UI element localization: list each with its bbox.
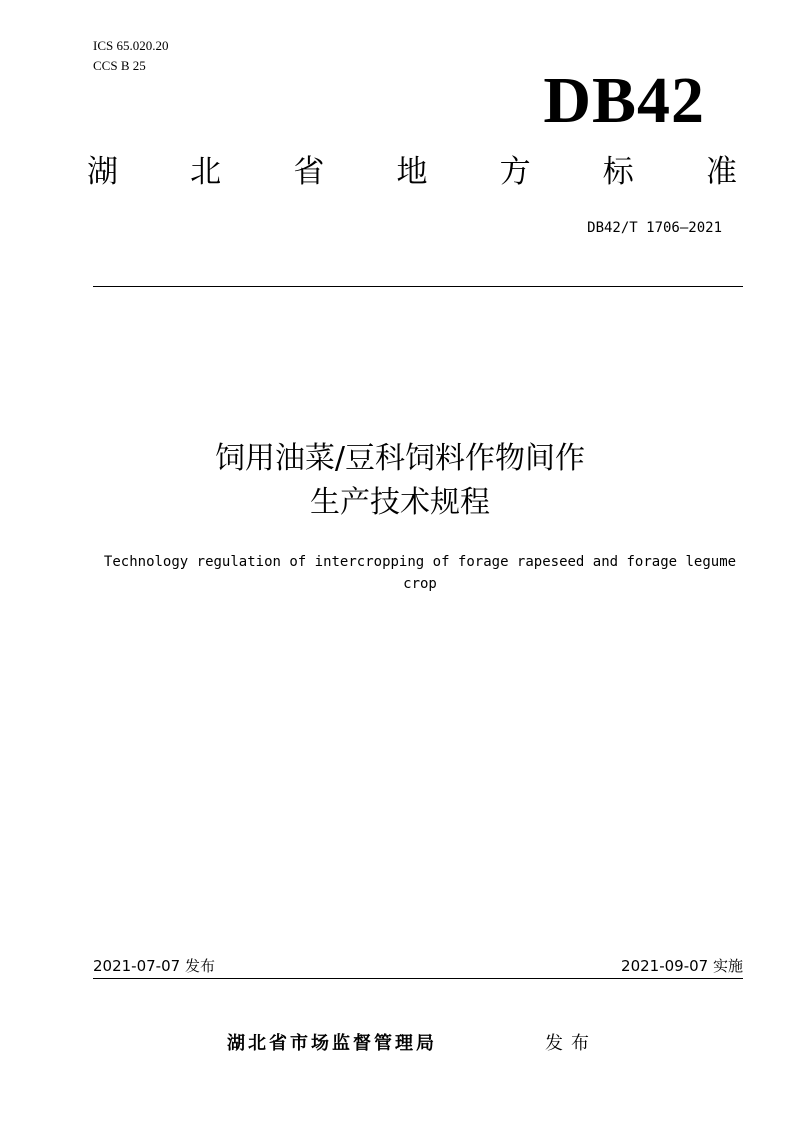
standard-type-char: 北	[190, 154, 222, 190]
publish-label: 发布	[545, 1033, 597, 1054]
standard-type-char: 湖	[87, 154, 118, 190]
header-divider	[93, 286, 743, 287]
standard-number: DB42/T 1706—2021	[587, 220, 722, 236]
issue-date: 2021-07-07 发布	[93, 957, 215, 975]
document-title-en: Technology regulation of intercropping of forage rapeseed and forage legume crop	[103, 554, 737, 592]
document-title-zh-line1: 饲用油菜/豆科饲料作物间作	[214, 441, 586, 476]
standard-type-char: 方	[499, 154, 531, 190]
standard-type-char: 标	[602, 154, 634, 190]
implementation-date: 2021-09-07 实施	[621, 957, 743, 975]
standard-type-char: 省	[293, 154, 325, 190]
standard-type-char: 准	[705, 154, 737, 190]
standard-logo: DB42	[543, 64, 705, 137]
ccs-code: CCS B 25	[93, 58, 146, 73]
publisher-name: 湖北省市场监督管理局	[227, 1033, 437, 1054]
ics-code: ICS 65.020.20	[93, 38, 169, 53]
footer-divider	[93, 978, 743, 979]
standard-type-char: 地	[396, 154, 428, 190]
standard-type-heading	[87, 152, 737, 192]
document-title-zh-line2: 生产技术规程	[310, 485, 490, 520]
